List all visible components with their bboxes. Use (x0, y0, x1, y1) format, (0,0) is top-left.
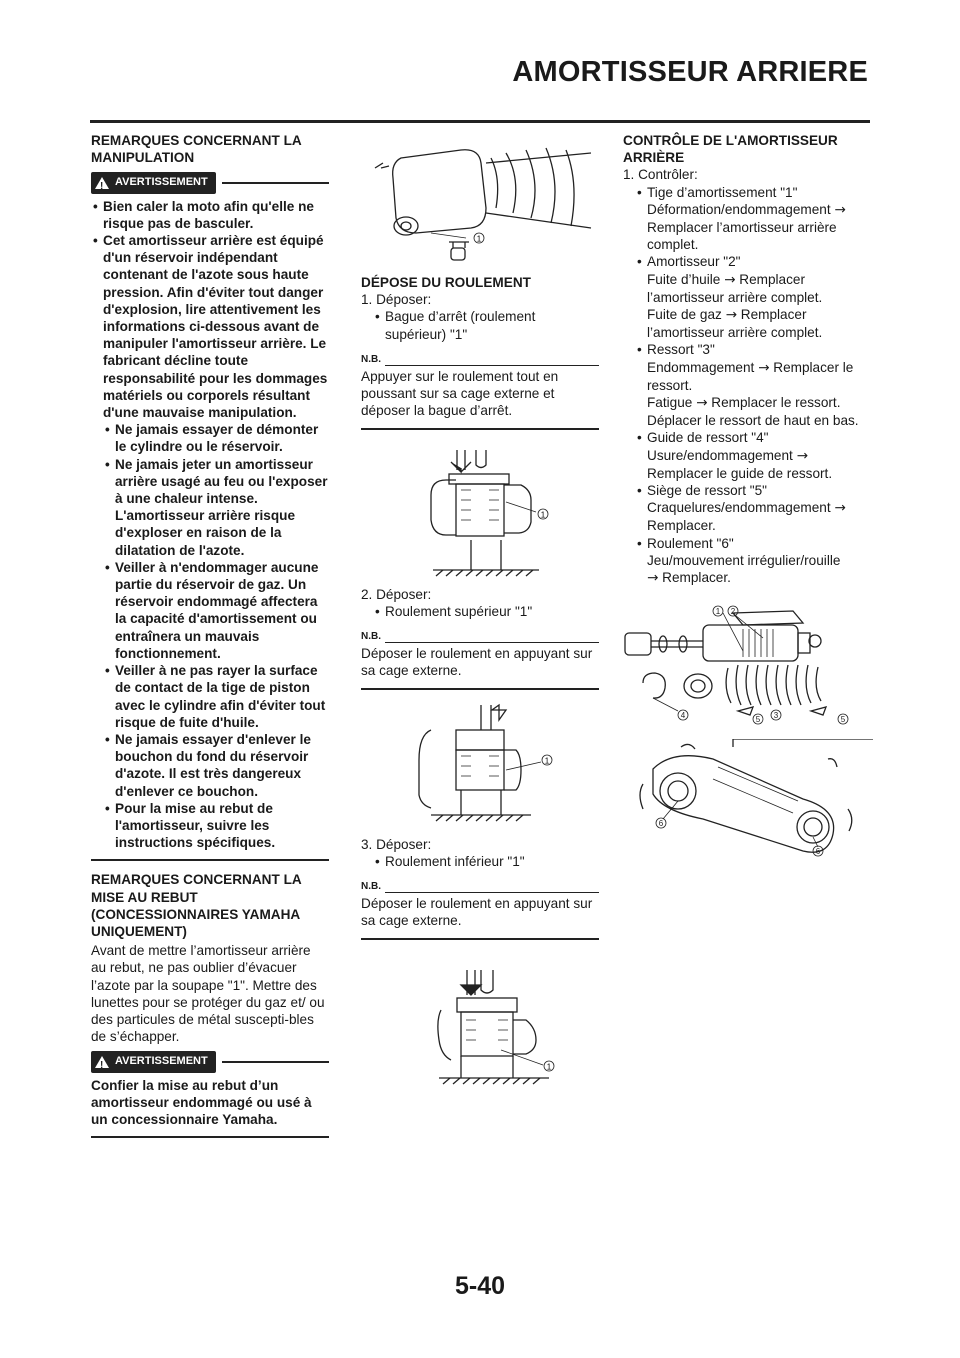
inspection-item-spring (635, 341, 873, 429)
warning-subitem: • Ne jamais essayer de démonter le cylindre ou le réservoir. (103, 421, 329, 455)
warning-header-2 (91, 1051, 329, 1072)
warning-label: AVERTISSEMENT (115, 176, 208, 189)
callout-1-label: 1 (546, 1062, 552, 1072)
section-bearing-removal-title: DÉPOSE DU ROULEMENT (361, 275, 531, 290)
nb-end-rule (361, 938, 599, 940)
item-condition: Fuite de gaz (647, 307, 722, 323)
item-condition: Usure/endommagement (647, 447, 793, 463)
step-2: 2. Déposer: (361, 586, 432, 602)
shock-absorber-illustration (361, 138, 599, 268)
inspection-item-spring-guide (635, 429, 873, 482)
column-right (623, 132, 873, 865)
nb-end-rule (361, 428, 599, 430)
warning-rule (222, 182, 329, 184)
callout-6b-label: 6 (815, 847, 821, 857)
inspection-list (623, 184, 873, 588)
section-handling-title: REMARQUES CONCERNANT LA MANIPULATION (91, 133, 302, 166)
step-3-item: • Roulement inférieur "1" (373, 853, 599, 870)
inspection-step-1: 1. Contrôler: (623, 167, 698, 183)
step-2-list (361, 603, 599, 620)
warning-end-rule (91, 1136, 329, 1138)
stop-ring-removal-illustration (361, 440, 599, 580)
callout-6-label: 6 (658, 819, 664, 829)
lower-bearing-removal-illustration (361, 950, 599, 1090)
warning-disposal-text: Confier la mise au rebut d’un amortisseur endommagé ou usé à un concessionnaire Yamaha. (91, 1077, 312, 1127)
item-action: Remplacer. (662, 570, 731, 586)
step-1-list (361, 308, 599, 342)
title-rule (90, 120, 870, 123)
nb-text-1: Appuyer sur le roulement tout en poussant sur sa cage externe et déposer la bague d’arrêt. (361, 369, 559, 419)
section-inspection-title: CONTRÔLE DE L'AMORTISSEUR ARRIÈRE (623, 133, 838, 166)
callout-1-label: 1 (476, 234, 482, 244)
step-3-list (361, 853, 599, 870)
callout-1-label: 1 (544, 756, 550, 766)
callout-5-label: 5 (755, 715, 761, 725)
warning-rule (222, 1061, 329, 1063)
shock-parts-illustration (623, 603, 873, 733)
inspection-item-rod (635, 184, 873, 254)
warning-icon (95, 177, 109, 189)
arrow-icon: → (834, 500, 846, 517)
nb-rule (385, 892, 599, 894)
warning-subitem: • Veiller à ne pas rayer la surface de contact de la tige de piston avec le cylindre afin d'éviter tout risque de fuite d'huile. (103, 662, 329, 731)
warning-subitem: • Pour la mise au rebut de l'amortisseur, suivre les instructions spécifiques. (103, 800, 329, 852)
nb-label: N.B. (361, 881, 381, 893)
page-title: AMORTISSEUR ARRIERE (512, 56, 868, 88)
step-2-item: • Roulement supérieur "1" (373, 603, 599, 620)
disposal-text: Avant de mettre l’amortisseur arrière au rebut, ne pas oublier d’évacuer l’azote par la soupape "1". Mettre des lunettes pour se protéger du gaz et/ ou des particules de métal suscepti-bles de s’échapper. (91, 943, 325, 1045)
item-note: Déplacer le ressort de haut en bas. (647, 413, 859, 429)
item-action: Remplacer. (647, 518, 716, 534)
section-disposal-title: REMARQUES CONCERNANT LA MISE AU REBUT (CONCESSIONNAIRES YAMAHA UNIQUEMENT) (91, 872, 302, 939)
step-1: 1. Déposer: (361, 292, 432, 308)
warning-subitem: • Ne jamais jeter un amortisseur arrière usagé au feu ou l'exposer à une chaleur intense. L'amortisseur arrière risque d'exploser en raison de la dilatation de l'azote. (103, 456, 329, 559)
item-label: Guide de ressort "4" (647, 430, 769, 446)
nb-rule (385, 642, 599, 644)
nb-header-2 (361, 628, 599, 645)
nb-rule (385, 365, 599, 367)
item-label: Siège de ressort "5" (647, 483, 767, 499)
item-action: Remplacer le ressort. (647, 359, 854, 393)
item-condition: Endommagement (647, 359, 755, 375)
callout-1-label: 1 (540, 510, 546, 520)
callout-2-label: 2 (730, 607, 736, 617)
warning-label: AVERTISSEMENT (115, 1055, 208, 1068)
warning-badge (91, 1051, 216, 1072)
item-condition: Déformation/endommagement (647, 201, 831, 217)
warning-subitem: • Ne jamais essayer d'enlever le bouchon du fond du réservoir d'azote. Il est très dangereux d'enlever ce bouchon. (103, 731, 329, 800)
column-middle (361, 132, 599, 1096)
nb-header-3 (361, 878, 599, 895)
nb-label: N.B. (361, 353, 381, 365)
warning-icon (95, 1056, 109, 1068)
nb-end-rule (361, 688, 599, 690)
item-condition: Fatigue (647, 395, 693, 411)
inspection-item-absorber (635, 253, 873, 341)
step-1-item: • Bague d’arrêt (roulement supérieur) "1" (373, 308, 599, 342)
arrow-icon: → (834, 201, 846, 218)
item-action: Remplacer l’amortisseur arrière complet. (647, 307, 823, 341)
callout-3-label: 3 (773, 711, 779, 721)
nb-label: N.B. (361, 631, 381, 643)
item-action: Remplacer le ressort. (711, 395, 841, 411)
inspection-item-spring-seat (635, 482, 873, 535)
upper-bearing-removal-illustration (361, 700, 599, 830)
nb-text-3: Déposer le roulement en appuyant sur sa cage externe. (361, 896, 593, 929)
warning-item: • Cet amortisseur arrière est équipé d'un réservoir indépendant contenant de l'azote sous haute pression. Afin d'éviter tout danger d'explosion, lire attentivement les informations ci-dessous avant de manipuler l'amortisseur arrière. Le fabricant décline toute responsabilité pour les dommages matériels ou corporels résultant d'une mauvaise manipulation. (91, 232, 329, 421)
item-condition: Fuite d’huile (647, 271, 721, 287)
item-label: Tige d’amortissement "1" (647, 184, 798, 200)
item-label: Roulement "6" (647, 535, 734, 551)
warning-end-rule (91, 859, 329, 861)
column-left (91, 132, 329, 1148)
warning-subitem: • Veiller à n'endommager aucune partie du réservoir de gaz. Un réservoir endommagé affectera la capacité d'amortissement ou entraînera un mauvais fonctionnement. (103, 559, 329, 662)
nb-text-2: Déposer le roulement en appuyant sur sa cage externe. (361, 646, 593, 679)
arrow-icon: → (725, 307, 737, 324)
callout-1-label: 1 (715, 607, 721, 617)
arrow-icon: → (796, 447, 808, 464)
inspection-item-bearing (635, 535, 873, 588)
warning-header (91, 172, 329, 193)
warning-badge (91, 172, 216, 193)
arrow-icon: → (696, 395, 708, 412)
callout-5b-label: 5 (840, 715, 846, 725)
item-label: Ressort "3" (647, 342, 715, 358)
item-action: Remplacer l’amortisseur arrière complet. (647, 271, 823, 305)
warning-item: • Bien caler la moto afin qu'elle ne risque pas de basculer. (91, 198, 329, 232)
step-3: 3. Déposer: (361, 836, 432, 852)
warning-list (91, 198, 329, 852)
nb-header-1 (361, 351, 599, 368)
page-number: 5-40 (454, 1272, 506, 1300)
item-condition: Craquelures/endommagement (647, 500, 831, 516)
item-action: Remplacer le guide de ressort. (647, 465, 833, 481)
item-condition: Jeu/mouvement irrégulier/rouille (647, 552, 841, 568)
item-action: Remplacer l’amortisseur arrière complet. (647, 220, 837, 253)
item-label: Amortisseur "2" (647, 254, 741, 270)
bearing-parts-illustration (623, 739, 873, 859)
arrow-icon: → (647, 570, 659, 587)
arrow-icon: → (724, 271, 736, 288)
arrow-icon: → (758, 359, 770, 376)
callout-4-label: 4 (680, 711, 686, 721)
